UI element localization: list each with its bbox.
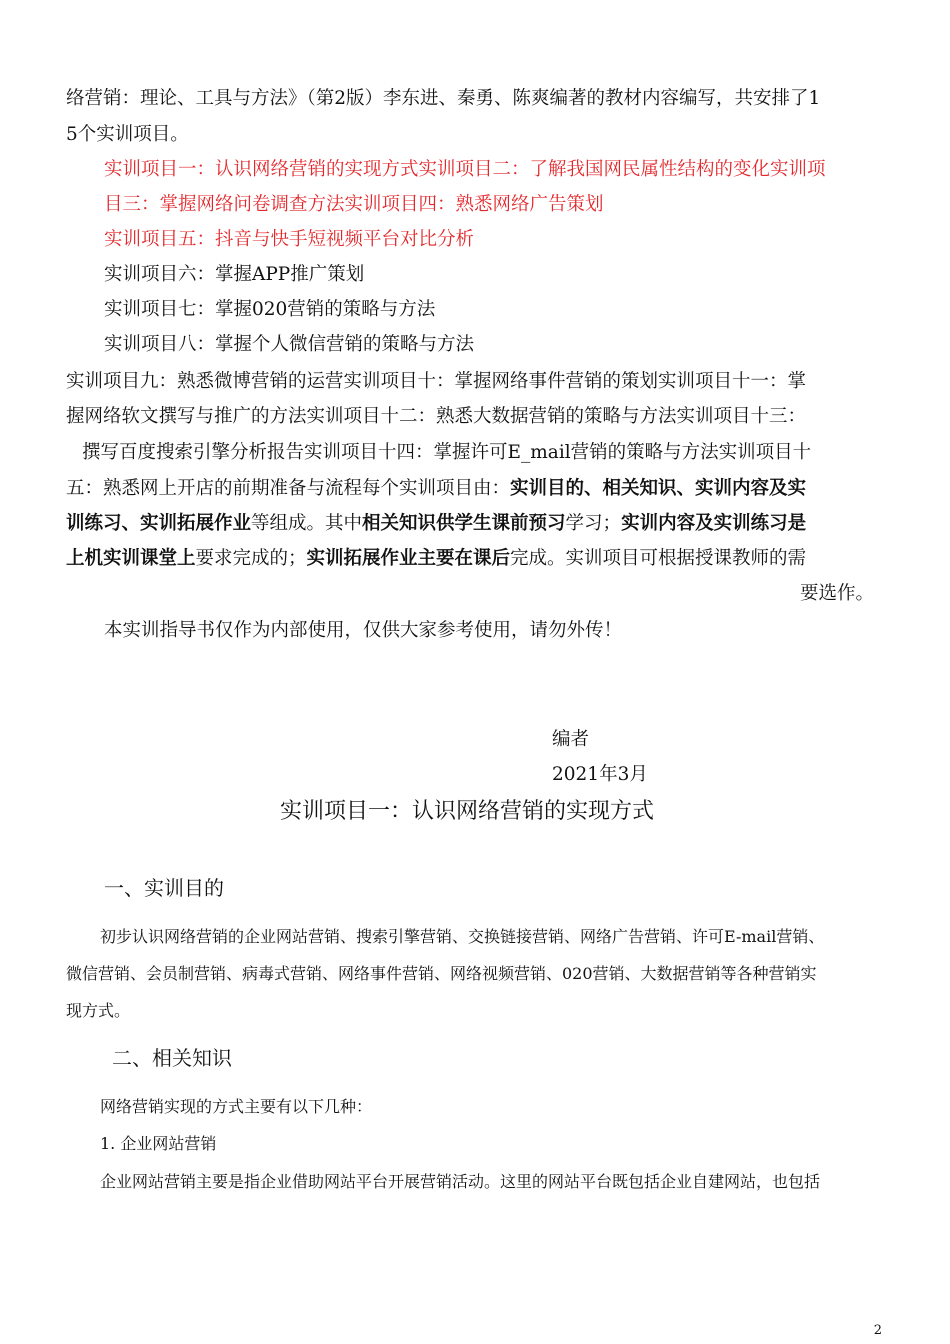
section-2-item-1: 1. 企业网站营销 bbox=[100, 1134, 217, 1153]
para-line-5-bold-2: 相关知识供学生课前预习 bbox=[362, 513, 566, 534]
para-line-4-bold: 实训目的、相关知识、实训内容及实 bbox=[510, 478, 807, 499]
para-line-1: 实训项目九：熟悉微博营销的运营实训项目十：掌握网络事件营销的策划实训项目十一：掌 bbox=[66, 371, 807, 392]
para-line-4 bbox=[66, 477, 806, 501]
intro-line-1: 络营销：理论、工具与方法》（第2版）李东进、秦勇、陈爽编著的教材内容编写，共安排了1 bbox=[66, 88, 821, 109]
para-line-6-bold-2: 实训拓展作业主要在课后 bbox=[306, 548, 511, 569]
para-line-5-bold-1: 训练习、实训拓展作业 bbox=[66, 513, 252, 534]
section-2-intro: 网络营销实现的方式主要有以下几种： bbox=[100, 1097, 373, 1116]
section-2-body: 企业网站营销主要是指企业借助网站平台开展营销活动。这里的网站平台既包括企业自建网站，也包括 bbox=[100, 1172, 821, 1191]
section-1-line-1: 初步认识网络营销的企业网站营销、搜索引擎营销、交换链接营销、网络广告营销、许可E-mail营销、 bbox=[100, 927, 825, 946]
section-1-line-3: 现方式。 bbox=[66, 1001, 131, 1020]
para-line-5-text-2: 学习； bbox=[565, 513, 622, 534]
section-1-heading: 一、实训目的 bbox=[104, 876, 224, 900]
para-line-7: 要选作。 bbox=[800, 583, 875, 604]
section-1-line-2: 微信营销、会员制营销、病毒式营销、网络事件营销、网络视频营销、020营销、大数据营销等各种营销实 bbox=[66, 964, 817, 983]
red-item-line-3: 实训项目五：抖音与快手短视频平台对比分析 bbox=[104, 229, 475, 250]
para-line-6-text-1: 要求完成的； bbox=[195, 548, 307, 569]
red-item-line-2: 目三：掌握网络问卷调查方法实训项目四：熟悉网络广告策划 bbox=[104, 194, 604, 215]
para-line-3: 撰写百度搜索引擎分析报告实训项目十四：掌握许可E_mail营销的策略与方法实训项目十 bbox=[82, 442, 812, 463]
para-line-5-text-1: 等组成。其中 bbox=[251, 513, 363, 534]
notice-text: 本实训指导书仅作为内部使用，仅供大家参考使用，请勿外传！ bbox=[104, 620, 623, 641]
item-six: 实训项目六：掌握APP推广策划 bbox=[104, 264, 365, 285]
para-line-6 bbox=[66, 547, 806, 571]
para-line-2: 握网络软文撰写与推广的方法实训项目十二：熟悉大数据营销的策略与方法实训项目十三： bbox=[66, 406, 807, 427]
section-2-heading: 二、相关知识 bbox=[112, 1046, 232, 1070]
item-eight: 实训项目八：掌握个人微信营销的策略与方法 bbox=[104, 334, 475, 355]
item-seven: 实训项目七：掌握020营销的策略与方法 bbox=[104, 299, 436, 320]
para-line-6-bold-1: 上机实训课堂上 bbox=[66, 548, 196, 569]
editor-signature: 编者 bbox=[552, 729, 590, 750]
para-line-5 bbox=[66, 512, 806, 536]
page-number: 2 bbox=[873, 1323, 882, 1338]
para-line-5-bold-3: 实训内容及实训练习是 bbox=[621, 513, 807, 534]
signature-date: 2021年3月 bbox=[552, 764, 648, 785]
para-line-6-text-2: 完成。实训项目可根据授课教师的需 bbox=[510, 548, 807, 569]
red-item-line-1: 实训项目一：认识网络营销的实现方式实训项目二：了解我国网民属性结构的变化实训项 bbox=[104, 159, 826, 180]
chapter-title: 实训项目一：认识网络营销的实现方式 bbox=[280, 799, 655, 824]
intro-line-2: 5个实训项目。 bbox=[66, 124, 189, 145]
para-line-4-text: 五：熟悉网上开店的前期准备与流程每个实训项目由： bbox=[66, 478, 511, 499]
